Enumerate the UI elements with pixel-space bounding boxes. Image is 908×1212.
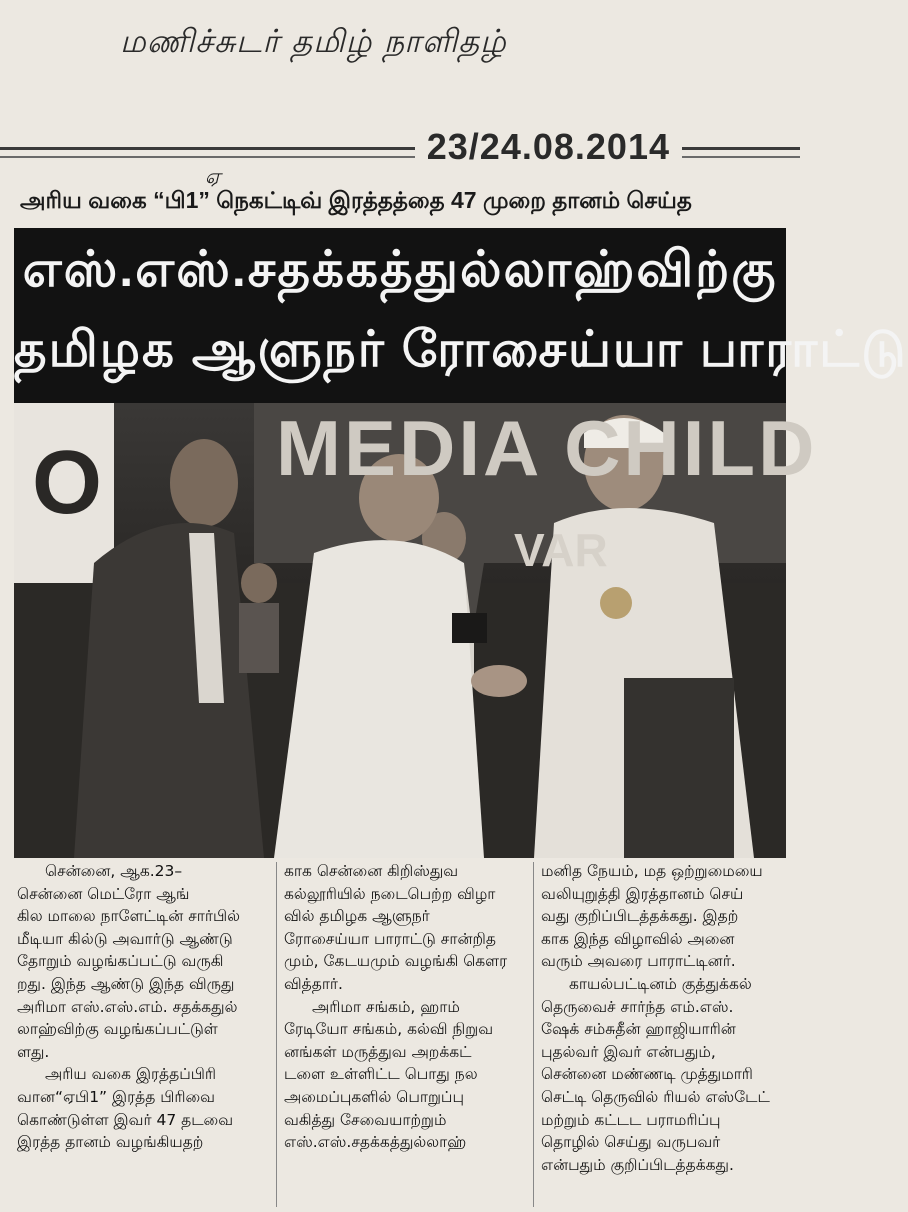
article-line: அரிமா சங்கம், ஹாம் xyxy=(312,997,460,1016)
article-line: வில் தமிழக ஆளுநர் xyxy=(284,907,430,926)
article-line: சென்னை மெட்ரோ ஆங் xyxy=(17,884,190,903)
article-line: வலியுறுத்தி இரத்தானம் செய் xyxy=(541,884,744,903)
backdrop-banner-text: MEDIA CHILD xyxy=(276,404,818,492)
kicker-text: அரிய வகை “பி1” நெகட்டிவ் இரத்தத்தை 47 முறை தானம் செய்த xyxy=(20,187,692,213)
article-line: டளை உள்ளிட்ட பொது நல xyxy=(284,1065,478,1084)
article-line: கில மாலை நாளேட்டின் சார்பில் xyxy=(17,907,240,926)
article-line: தோறும் வழங்கப்பட்டு வருகி xyxy=(17,952,224,971)
article-line: மும், கேடயமும் வழங்கி கௌர xyxy=(284,952,508,971)
article-line: னங்கள் மருத்துவ அறக்கட் xyxy=(284,1042,472,1061)
article-line: ரோசைய்யா பாராட்டு சான்றித xyxy=(284,929,496,948)
article-line: மற்றும் கட்டட பராமரிப்பு xyxy=(541,1110,721,1129)
article-line: றது. இந்த ஆண்டு இந்த விருது xyxy=(17,974,235,993)
article-line: செட்டி தெருவில் ரியல் எஸ்டேட் xyxy=(541,1087,770,1106)
publication-date: 23/24.08.2014 xyxy=(415,126,682,168)
article-line: தெருவைச் சார்ந்த எம்.எஸ். xyxy=(541,997,734,1016)
article-line: வான“ஏபி1” இரத்த பிரிவை xyxy=(17,1087,216,1106)
article-column-3 xyxy=(541,860,781,1176)
article-line: லாஹ்விற்கு வழங்கப்பட்டுள் xyxy=(17,1020,218,1039)
article-line: சென்னை, ஆக.23– xyxy=(45,862,183,880)
article-line: அரிமா எஸ்.எஸ்.எம். சதக்கதுல் xyxy=(17,997,238,1016)
award-photo xyxy=(14,403,818,858)
article-line: காக சென்னை கிறிஸ்துவ xyxy=(284,862,459,880)
handwritten-correction: ஏ xyxy=(205,164,221,188)
article-column-1 xyxy=(17,860,257,1154)
article-line: வித்தார். xyxy=(284,974,343,993)
article-line: மீடியா கில்டு அவார்டு ஆண்டு xyxy=(17,929,233,948)
backdrop-sub-text: VAR xyxy=(514,524,608,576)
article-line: காயல்பட்டினம் குத்துக்கல் xyxy=(569,974,752,993)
article-line: வகித்து சேவையாற்றும் xyxy=(284,1110,447,1129)
headline-banner xyxy=(14,228,908,403)
svg-text:O: O xyxy=(32,433,103,533)
masthead-handwriting: மணிச்சுடர் தமிழ் நாளிதழ் xyxy=(120,22,507,60)
article-line: அரிய வகை இரத்தப்பிரி xyxy=(45,1065,217,1084)
article-line: எஸ்.எஸ்.சதக்கத்துல்லாஹ் xyxy=(284,1133,467,1152)
article-line: வரும் அவரை பாராட்டினர். xyxy=(541,952,736,971)
article-line: என்பதும் குறிப்பிடத்தக்கது. xyxy=(541,1155,734,1174)
article-line: ளது. xyxy=(17,1042,50,1061)
article-line: தொழில் செய்து வருபவர் xyxy=(541,1133,721,1152)
article-line: ரேடியோ சங்கம், கல்வி நிறுவ xyxy=(284,1020,494,1039)
article-line: அமைப்புகளில் பொறுப்பு xyxy=(284,1087,464,1106)
article-line: புதல்வர் இவர் என்பதும், xyxy=(541,1042,716,1061)
column-divider xyxy=(276,862,277,1207)
article-line: கொண்டுள்ள இவர் 47 தடவை xyxy=(17,1110,234,1129)
article-line: வது குறிப்பிடத்தக்கது. இதற் xyxy=(541,907,739,926)
article-line: மனித நேயம், மத ஒற்றுமையை xyxy=(541,862,763,880)
kicker-headline xyxy=(20,164,790,217)
column-divider xyxy=(533,862,534,1207)
article-line: காக இந்த விழாவில் அனை xyxy=(541,929,735,948)
article-line: கல்லூரியில் நடைபெற்ற விழா xyxy=(284,884,496,903)
headline-line-1: எஸ்.எஸ்.சதக்கத்துல்லாஹ்விற்கு xyxy=(22,241,778,297)
headline-line-2: தமிழக ஆளுநர் ரோசைய்யா பாராட்டு xyxy=(14,321,908,377)
article-line: ஷேக் சம்சுதீன் ஹாஜியாரின் xyxy=(541,1020,736,1039)
article-line: சென்னை மண்ணடி முத்துமாரி xyxy=(541,1065,753,1084)
article-line: இரத்த தானம் வழங்கியதற் xyxy=(17,1133,204,1152)
article-column-2 xyxy=(284,860,524,1154)
